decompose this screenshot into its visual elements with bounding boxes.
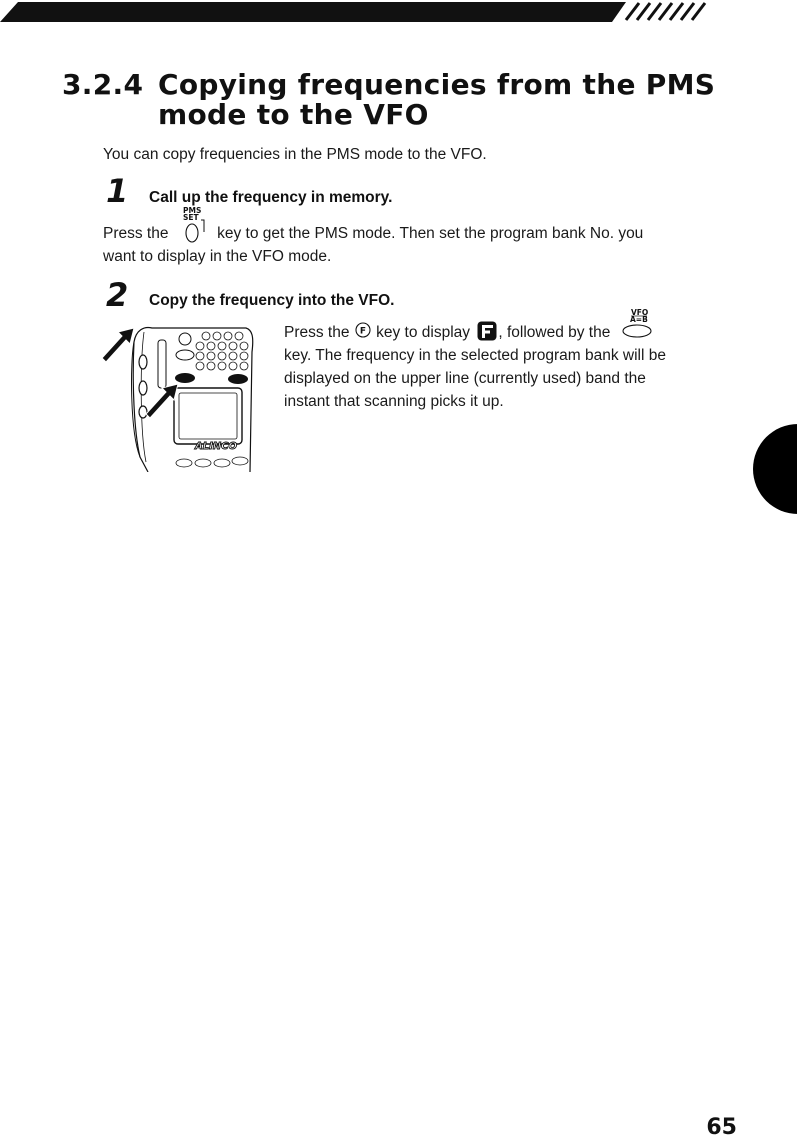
radio-illustration — [100, 322, 260, 472]
f-key — [354, 321, 372, 341]
intro-text: You can copy frequencies in the PMS mode to the VFO. — [103, 146, 487, 163]
step-2-text-part1: Press the — [284, 324, 350, 341]
a-equals-b-key-label: A=B — [629, 315, 648, 324]
vfo-key-icon — [619, 308, 653, 340]
step-2-text-line2: key. The frequency in the selected program bank will be — [284, 347, 666, 364]
pms-set-key — [173, 206, 213, 242]
section-heading — [62, 70, 715, 130]
step-2-text-part3: , followed by the — [498, 324, 611, 341]
step-1-text-before: Press the — [103, 225, 169, 242]
step-1-text-line2: want to display in the VFO mode. — [103, 248, 332, 265]
step-2-instructions — [284, 308, 714, 413]
step-2-title: Copy the frequency into the VFO. — [149, 292, 395, 309]
step-2-text-line4: instant that scanning picks it up. — [284, 393, 504, 410]
chapter-side-tab — [753, 424, 797, 514]
section-title-line1: Copying frequencies from the PMS — [158, 68, 716, 101]
set-key-label: SET — [182, 213, 199, 222]
brand-logo-text: ALINCO — [194, 441, 238, 452]
step-1-title: Call up the frequency in memory. — [149, 189, 393, 206]
f-display-indicator — [474, 321, 498, 341]
step-2-text-line3: displayed on the upper line (currently used) band the — [284, 370, 646, 387]
step-2-text-part2: key to display — [376, 324, 471, 341]
section-title-line2: mode to the VFO — [158, 98, 429, 131]
step-1-instructions — [103, 206, 703, 268]
vfo-key-label: VFO — [630, 308, 648, 317]
header-stripe-bar — [0, 0, 797, 22]
pms-key-label: PMS — [182, 206, 202, 215]
f-indicator-icon — [477, 321, 497, 341]
step-1-number: 1 — [106, 172, 129, 210]
pms-set-key-icon — [179, 206, 213, 244]
f-key-icon — [355, 322, 371, 338]
step-2-number: 2 — [106, 276, 129, 314]
vfo-key — [615, 308, 653, 341]
f-key-label: F — [359, 326, 366, 337]
page-number: 65 — [706, 1115, 737, 1140]
section-number: 3.2.4 — [62, 68, 144, 101]
step-1-text-after: key to get the PMS mode. Then set the program bank No. you — [217, 225, 644, 242]
